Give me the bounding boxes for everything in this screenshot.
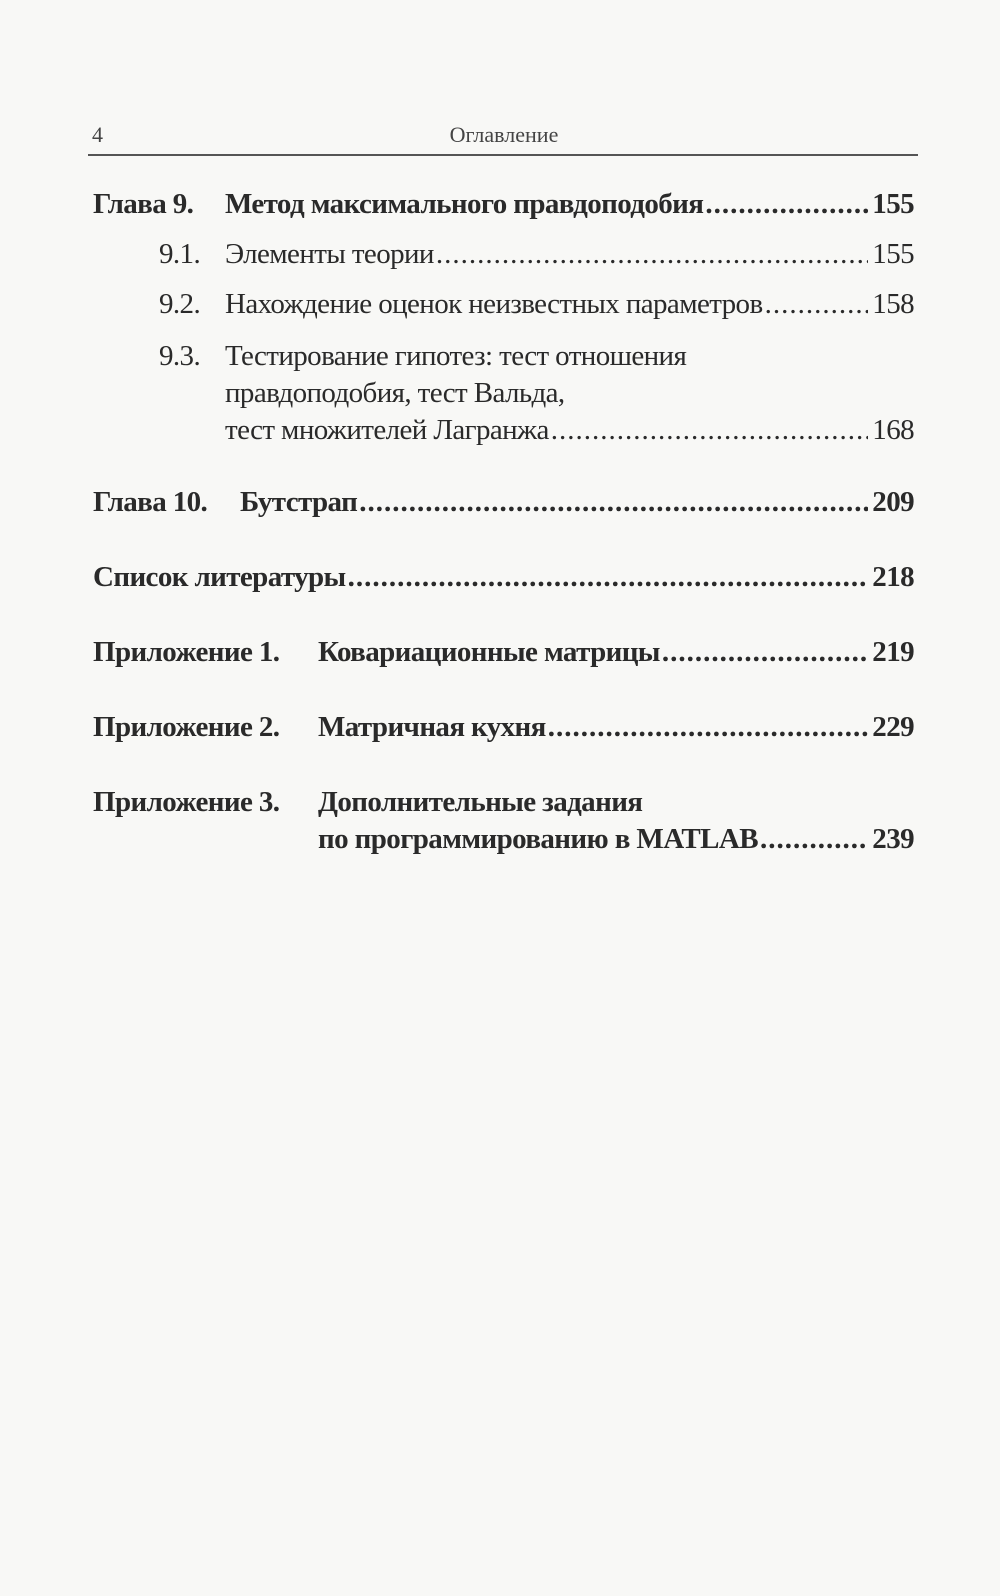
- entry-title-line: Тестирование гипотез: тест отношения: [225, 340, 687, 372]
- dot-leader: [551, 412, 869, 449]
- dot-leader: [548, 709, 869, 746]
- entry-page: 155: [872, 238, 914, 270]
- entry-label: Приложение 2.: [93, 711, 280, 743]
- entry-label: Глава 9.: [93, 188, 194, 220]
- entry-page: 218: [872, 561, 914, 593]
- toc-entry-9-1[interactable]: [93, 236, 914, 273]
- toc-entry-appendix-1[interactable]: [93, 634, 914, 671]
- entry-title: Бутстрап: [240, 486, 358, 518]
- entry-title: Ковариационные матрицы: [318, 636, 660, 668]
- entry-page: 209: [872, 486, 914, 518]
- dot-leader: [765, 286, 869, 323]
- entry-page: 219: [872, 636, 914, 668]
- toc-entry-appendix-3[interactable]: [93, 784, 914, 858]
- entry-title: Нахождение оценок неизвестных параметров: [225, 288, 763, 320]
- entry-label: Приложение 1.: [93, 636, 280, 668]
- dot-leader: [760, 821, 868, 858]
- toc-entry-9-2[interactable]: [93, 286, 914, 323]
- entry-label: 9.2.: [159, 288, 201, 320]
- entry-title: Список литературы: [93, 561, 346, 593]
- page-number: 4: [92, 122, 103, 147]
- dot-leader: [436, 236, 868, 273]
- dot-leader: [705, 186, 868, 223]
- entry-title: Элементы теории: [225, 238, 434, 270]
- dot-leader: [359, 484, 868, 521]
- entry-title: Метод максимального правдоподобия: [225, 188, 704, 220]
- entry-page: 168: [872, 414, 914, 446]
- toc-entry-chapter-9[interactable]: [93, 186, 914, 223]
- toc-entry-appendix-2[interactable]: [93, 709, 914, 746]
- dot-leader: [348, 559, 869, 596]
- entry-title: Матричная кухня: [318, 711, 546, 743]
- toc-entry-chapter-10[interactable]: [93, 484, 914, 521]
- entry-title-line: правдоподобия, тест Вальда,: [225, 377, 565, 409]
- running-title: Оглавление: [449, 122, 559, 147]
- entry-label: Приложение 3.: [93, 786, 280, 818]
- running-header: [90, 118, 918, 154]
- entry-label: 9.1.: [159, 238, 201, 270]
- entry-title-line: Дополнительные задания: [318, 786, 643, 818]
- entry-page: 158: [872, 288, 914, 320]
- toc-entry-9-3[interactable]: [93, 338, 914, 449]
- toc-entry-references[interactable]: [93, 559, 914, 596]
- header-rule: [88, 154, 918, 156]
- entry-label: Глава 10.: [93, 486, 208, 518]
- entry-title-line: по программированию в MATLAB: [318, 823, 758, 855]
- entry-label: 9.3.: [159, 340, 201, 372]
- entry-page: 239: [872, 823, 914, 855]
- dot-leader: [662, 634, 868, 671]
- entry-page: 155: [872, 188, 914, 220]
- entry-page: 229: [872, 711, 914, 743]
- entry-title-line: тест множителей Лагранжа: [225, 414, 549, 446]
